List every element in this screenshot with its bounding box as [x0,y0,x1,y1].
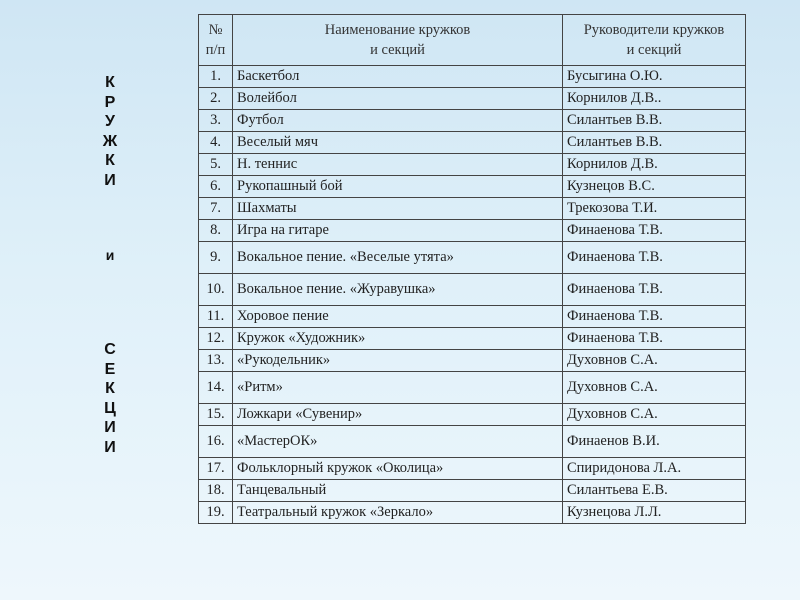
side-title-letter: И [104,171,116,189]
club-leader: Кузнецов В.С. [563,176,746,198]
table-row [199,328,746,350]
club-leader: Финаенова Т.В. [563,274,746,306]
club-name: Кружок «Художник» [233,328,563,350]
row-number: 10. [199,274,233,306]
club-leader: Корнилов Д.В.. [563,88,746,110]
side-title-letter: и [105,247,115,263]
side-title-letter: Ж [102,132,118,150]
club-leader: Силантьева Е.В. [563,480,746,502]
table-row [199,502,746,524]
table-row [199,274,746,306]
table-row [199,372,746,404]
club-leader: Силантьев В.В. [563,110,746,132]
side-title-letter: К [105,152,115,169]
table-row [199,306,746,328]
club-name: Веселый мяч [233,132,563,154]
club-leader: Трекозова Т.И. [563,198,746,220]
header-line: п/п [205,42,226,58]
table-row [199,110,746,132]
row-number: 14. [199,372,233,404]
row-number: 13. [199,350,233,372]
club-leader: Финаенова Т.В. [563,220,746,242]
row-number: 8. [199,220,233,242]
header-leader [563,15,746,66]
table-row [199,220,746,242]
club-leader: Финаенова Т.В. [563,328,746,350]
club-name: Игра на гитаре [233,220,563,242]
club-name: Танцевальный [233,480,563,502]
row-number: 17. [199,458,233,480]
side-title-letter: И [104,419,116,436]
header-line: Наименование кружков [324,22,471,38]
club-leader: Финаенова Т.В. [563,306,746,328]
row-number: 11. [199,306,233,328]
row-number: 19. [199,502,233,524]
club-leader: Духовнов С.А. [563,372,746,404]
club-name: «МастерОК» [233,426,563,458]
side-title-letter: Е [104,360,116,378]
table-row [199,242,746,274]
header-line: Руководители кружков [583,22,725,38]
club-name: Волейбол [233,88,563,110]
club-name: Театральный кружок «Зеркало» [233,502,563,524]
table-row [199,480,746,502]
club-leader: Силантьев В.В. [563,132,746,154]
club-name: Вокальное пение. «Веселые утята» [233,242,563,274]
club-name: Вокальное пение. «Журавушка» [233,274,563,306]
club-name: Н. теннис [233,154,563,176]
header-line: № [208,22,223,38]
side-title-connector [92,246,128,266]
row-number: 6. [199,176,233,198]
row-number: 2. [199,88,233,110]
header-number [199,15,233,66]
club-name: Фольклорный кружок «Околица» [233,458,563,480]
club-leader: Бусыгина О.Ю. [563,66,746,88]
club-name: Хоровое пение [233,306,563,328]
club-leader: Спиридонова Л.А. [563,458,746,480]
row-number: 16. [199,426,233,458]
side-title-letter: У [105,113,115,130]
side-title-letter: К [105,380,115,397]
table-row [199,426,746,458]
row-number: 18. [199,480,233,502]
side-title-word-1 [92,73,128,190]
row-number: 4. [199,132,233,154]
row-number: 7. [199,198,233,220]
club-leader: Финаенова Т.В. [563,242,746,274]
header-line: и секций [370,42,425,58]
club-name: Футбол [233,110,563,132]
club-name: Ложкари «Сувенир» [233,404,563,426]
club-leader: Корнилов Д.В. [563,154,746,176]
table-header-row [199,15,746,66]
table-row [199,350,746,372]
club-name: «Рукодельник» [233,350,563,372]
table-row [199,176,746,198]
club-leader: Духовнов С.А. [563,350,746,372]
row-number: 9. [199,242,233,274]
side-title-letter: Р [104,93,116,111]
clubs-table [198,14,746,524]
header-club-name [233,15,563,66]
club-name: «Ритм» [233,372,563,404]
table-row [199,132,746,154]
table-row [199,198,746,220]
club-leader: Финаенов В.И. [563,426,746,458]
row-number: 5. [199,154,233,176]
side-title-letter: К [105,74,115,91]
club-name: Рукопашный бой [233,176,563,198]
row-number: 3. [199,110,233,132]
club-leader: Духовнов С.А. [563,404,746,426]
table-row [199,154,746,176]
header-line: и секций [626,42,682,58]
table-row [199,404,746,426]
club-leader: Кузнецова Л.Л. [563,502,746,524]
side-title-letter: С [104,341,116,358]
side-title-letter: И [104,438,116,456]
table-row [199,66,746,88]
side-title-letter: Ц [104,399,116,417]
table-row [199,458,746,480]
side-title-word-2 [92,340,128,457]
club-name: Баскетбол [233,66,563,88]
table-row [199,88,746,110]
club-name: Шахматы [233,198,563,220]
row-number: 1. [199,66,233,88]
row-number: 15. [199,404,233,426]
row-number: 12. [199,328,233,350]
